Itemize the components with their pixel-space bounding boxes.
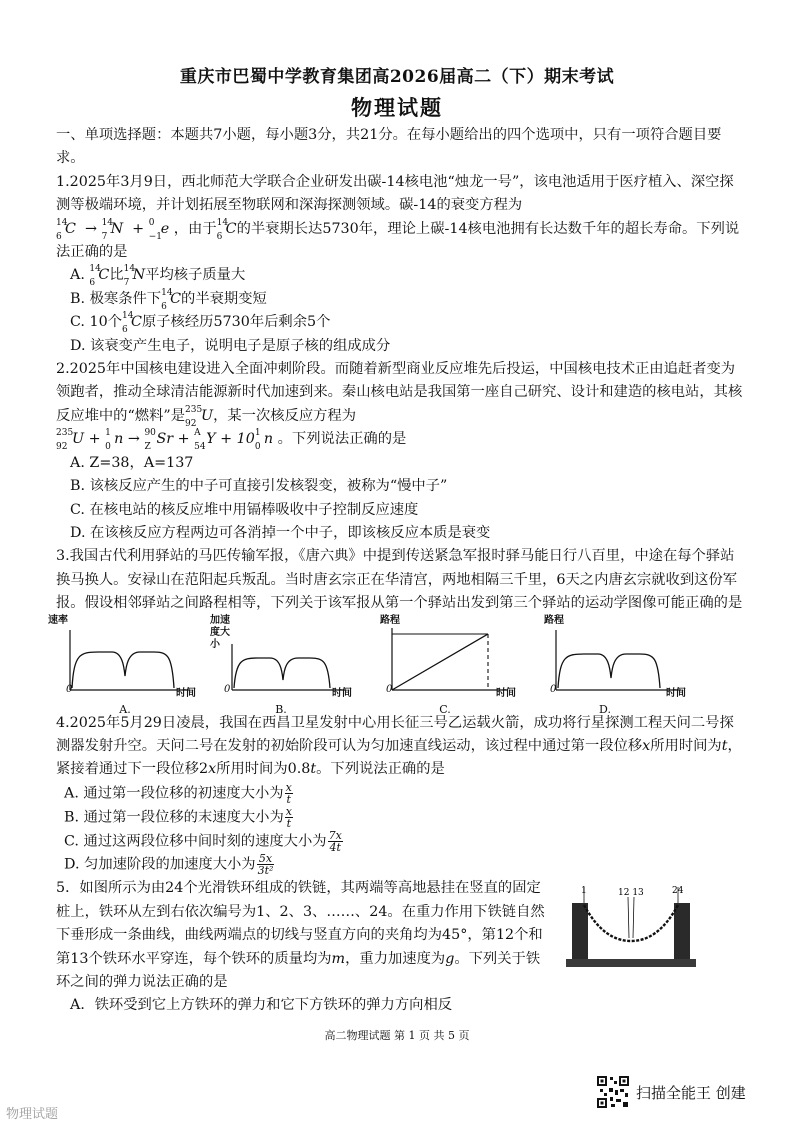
q1-stem-part-a: 1.2025年3月9日，西北师范大学联合企业研发出碳-14核电池“烛龙一号”，该电池适用于医疗植入、深空探测等极端环境，并计划拓展至物联网和深海探测领域。碳-14的衰变方程为 (56, 173, 734, 214)
exam-subject: 物理试题 (351, 95, 443, 120)
question-content (48, 124, 746, 1018)
chain-label-middle: 12 13 (618, 888, 644, 899)
q3-graph-d (526, 614, 686, 716)
q3-b-x-axis-label: 时间 (332, 687, 352, 699)
q4-option-c: C. 通过这两段位移中间时刻的速度大小为 $\frac{7x}{4t}$ (64, 828, 342, 854)
q4-option-b: B. 通过第一段位移的末速度大小为 $\frac{x}{t}$ (64, 804, 292, 830)
q3-c-origin: 0 (386, 683, 393, 695)
q3-b-caption: B. (275, 702, 287, 716)
q4-option-a: A. 通过第一段位移的初速度大小为 $\frac{x}{t}$ (64, 780, 292, 806)
section-heading: 一、单项选择题：本题共7小题，每小题3分，共21分。在每小题给出的四个选项中，只有一项符合题目要求。 (56, 127, 722, 167)
q3-d-origin: 0 (550, 683, 557, 695)
question-3-stem: 3.我国古代利用驿站的马匹传输军报，《唐六典》中提到传送紧急军报时驿马能日行八百里，中途在每个驿站换马换人。安禄山在范阳起兵叛乱。当时唐玄宗正在华清宫，两地相隔三千里，6天之内唐玄宗就收到这份军报。假设相邻驿站之间路程相等，下列关于该军报从第一个驿站出发到第三个驿站的运动学图像可能正确的是 (56, 548, 743, 612)
q3-graph-a (48, 614, 200, 716)
question-1-stem: 1.2025年3月9日，西北师范大学联合企业研发出碳-14核电池“烛龙一号”，该电池适用于医疗植入、深空探测等极端环境，并计划拓展至物联网和深海探测领域。碳-14的衰变方程为 14 6 C → 14 7 N + 0 −1 e ，由于 14 6 C的半衰期长达5730年，理论上碳-14核电池拥有长达数千年的超长寿命。下列说法正确的是 (56, 173, 740, 261)
q2-fission-equation: 235 92 U + 1 0 n → 90 Z Sr + A 54 Y + 10 1 0 n (56, 428, 274, 453)
q3-c-x-axis-label: 时间 (496, 687, 516, 699)
q3-b-origin: 0 (224, 683, 231, 695)
q3-c-y-axis-label: 路程 (380, 614, 400, 626)
q3-a-caption: A. (119, 702, 131, 716)
q3-graphs (48, 614, 746, 716)
q3-graph-c (362, 614, 516, 716)
q3-a-y-axis-label: 速率 (48, 614, 68, 626)
q3-graph-b (206, 614, 356, 716)
q3-d-x-axis-label: 时间 (666, 687, 686, 699)
q1-option-d: D. 该衰变产生电子，说明电子是原子核的组成成分 (70, 337, 391, 354)
chain-label-right: 24 (672, 886, 684, 897)
q1-stem-part-b: ，由于 (173, 220, 217, 237)
q3-d-y-axis-label: 路程 (544, 614, 564, 626)
q2-option-d: D. 在该核反应方程两边可各消掉一个中子，即该核反应本质是衰变 (70, 524, 491, 541)
chain-label-left: 1 (581, 886, 587, 897)
qr-code-icon (596, 1075, 630, 1109)
exam-title: 重庆市巴蜀中学教育集团高2026届高二（下）期末考试 (179, 67, 615, 87)
q3-d-caption: D. (599, 702, 611, 716)
scanner-label: 扫描全能王 创建 (636, 1083, 746, 1102)
q4-option-d: D. 匀加速阶段的加速度大小为 $\frac{5x}{\text{3t²}}$ (64, 852, 274, 878)
distance-time-line-graph (362, 618, 512, 698)
q1-option-a: A. 14 6 C比 14 7 N平均核子质量大 (70, 264, 246, 289)
q1-decay-equation: 14 6 C → 14 7 N + 0 −1 e (56, 217, 170, 242)
q3-b-y-axis-label: 加速度大小 (210, 614, 230, 650)
q1-option-b: B. 极寒条件下 14 6 C的半衰期变短 (70, 287, 267, 312)
q2-option-a: A. Z=38，A=137 (70, 454, 194, 471)
question-4-stem: 4.2025年5月29日凌晨，我国在西昌卫星发射中心用长征三号乙运载火箭，成功将行星探测工程天问二号探测器发射升空。天问二号在发射的初始阶段可认为匀加速直线运动，该过程中通过第一段位移x所用时间为t，紧接着通过下一段位移2x所用时间为0.8t。下列说法正确的是 (56, 714, 742, 778)
iron-chain-figure (566, 883, 696, 975)
q3-a-origin: 0 (66, 683, 73, 695)
q2-option-b: B. 该核反应产生的中子可直接引发核裂变，被称为“慢中子” (70, 478, 448, 495)
question-2-stem: 2.2025年中国核电建设进入全面冲刺阶段。而随着新型商业反应堆先后投运，中国核电技术正由追赶者变为领跑者，推动全球清洁能源新时代加速到来。秦山核电站是我国第一座自己研究、设计和建造的核电站，其核反应堆中的“燃料”是 235 92 U，某一次核反应方程为 235 92 U + 1 0 n → 90 Z Sr + A 54 Y + 10 1 0 n 。下列说法正确的是 (56, 361, 743, 453)
q1-option-c: C. 10个 14 6 C原子核经历5730年后剩余5个 (70, 311, 331, 336)
q3-a-x-axis-label: 时间 (176, 687, 196, 699)
q2-option-c: C. 在核电站的核反应堆中用镉棒吸收中子控制反应速度 (70, 501, 419, 518)
q5-option-a: A．铁环受到它上方铁环的弹力和它下方铁环的弹力方向相反 (70, 997, 453, 1014)
question-5-stem: 5．如图所示为由24个光滑铁环组成的铁链，其两端等高地悬挂在竖直的固定桩上，铁环从左到右依次编号为1、2、3、……、24。在重力作用下铁链自然下垂形成一条曲线，曲线两端点的切线与竖直方向的夹角均为45°，第12个和第13个铁环水平穿连，每个铁环的质量均为m，重力加速度为g。下列关于铁环之间的弹力说法正确的是 (56, 880, 545, 990)
question-5 (56, 877, 746, 1017)
q3-c-caption: C. (439, 702, 451, 716)
watermark: 物理试题 (6, 1107, 59, 1122)
scanner-badge (596, 1074, 746, 1110)
q1-stem-part-c: 的半衰期长达5730年，理论上碳-14核电池拥有长达数千年的超长寿命。下列说法正确的是 (56, 220, 740, 261)
page-footer: 高二物理试题 第 1 页 共 5 页 (324, 1029, 470, 1042)
hanging-chain-image (566, 883, 696, 975)
